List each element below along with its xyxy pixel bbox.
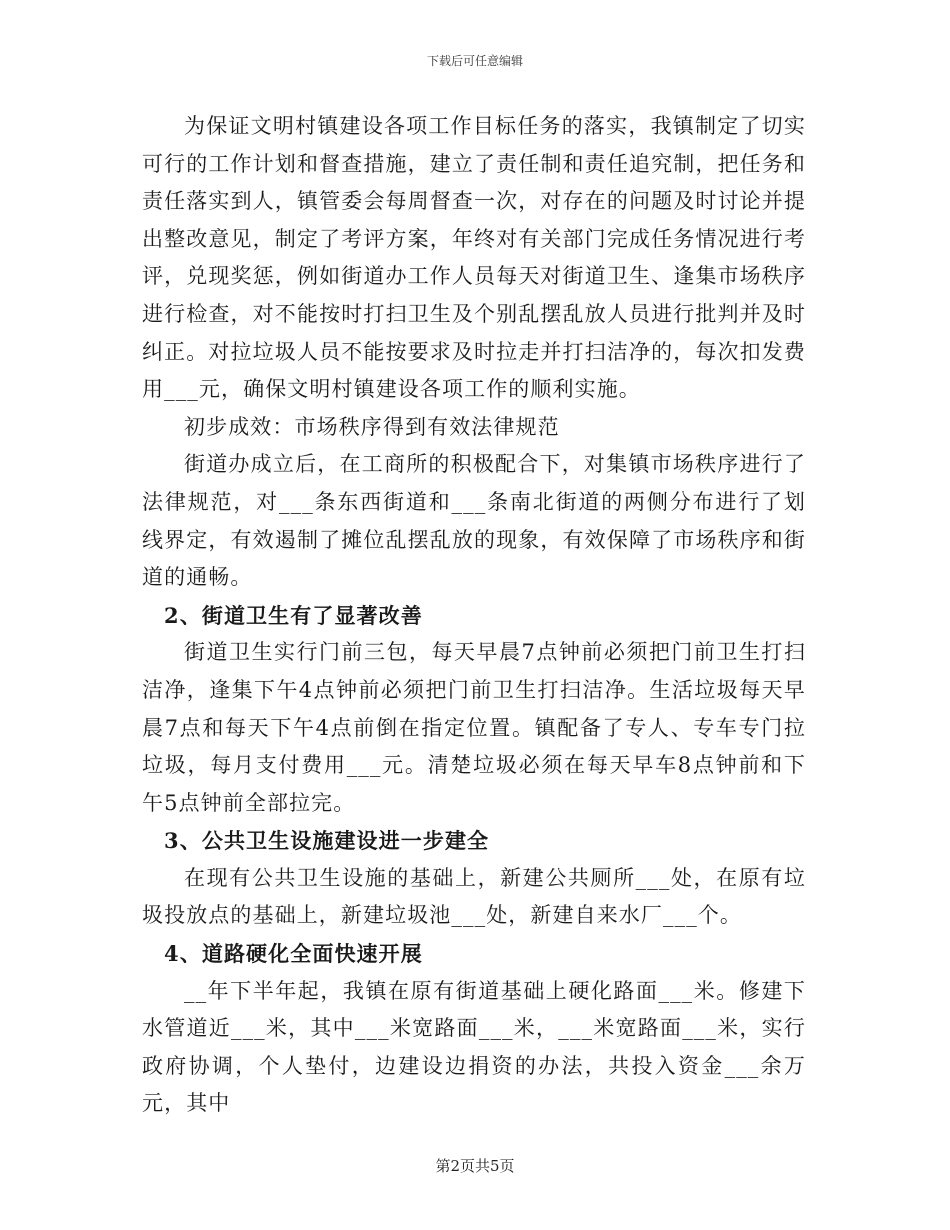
paragraph-supervision-measures: 为保证文明村镇建设各项工作目标任务的落实，我镇制定了切实可行的工作计划和督查措施，建立了责任制和责任追究制，把任务和责任落实到人，镇管委会每周督查一次，对存在的问题及时讨论并提出整改意见，制定了考评方案，年终对有关部门完成任务情况进行考评，兑现奖惩，例如街道办工作人员每天对街道卫生、逢集市场秩序进行检查，对不能按时打扫卫生及个别乱摆乱放人员进行批判并及时纠正。对拉垃圾人员不能按要求及时拉走并打扫洁净的，每次扣发费用___元，确保文明村镇建设各项工作的顺利实施。 [142,114,806,402]
paragraph-public-facilities: 在现有公共卫生设施的基础上，新建公共厕所___处，在原有垃圾投放点的基础上，新建垃圾池___处，新建自来水厂___个。 [142,865,806,928]
section-heading-public-facilities: 3、公共卫生设施建设进一步建全 [164,828,490,854]
paragraph-street-sanitation: 街道卫生实行门前三包，每天早晨7点钟前必须把门前卫生打扫洁净，逢集下午4点钟前必须把门前卫生打扫洁净。生活垃圾每天早晨7点和每天下午4点前倒在指定位置。镇配备了专人、专车专门拉垃圾，每月支付费用___元。清楚垃圾必须在每天早车8点钟前和下午5点钟前全部拉完。 [142,640,806,815]
page-header: 下载后可任意编辑 [426,54,523,68]
paragraph-market-regulation: 街道办成立后，在工商所的积极配合下，对集镇市场秩序进行了法律规范，对___条东西街道和___条南北街道的两侧分布进行了划线界定，有效遏制了摊位乱摆乱放的现象，有效保障了市场秩序和街道的通畅。 [142,452,806,590]
section-heading-road-hardening: 4、道路硬化全面快速开展 [164,941,423,967]
document-body [142,108,806,1123]
paragraph-road-hardening: __年下半年起，我镇在原有街道基础上硬化路面___米。修建下水管道近___米，其中___米宽路面___米，___米宽路面___米，实行政府协调，个人垫付，边建设边捐资的办法，共投入资金___余万元，其中 [142,978,806,1116]
section-heading-street-sanitation: 2、街道卫生有了显著改善 [164,602,423,628]
paragraph-initial-results: 初步成效：市场秩序得到有效法律规范 [184,414,560,439]
page-number: 第2页共5页 [435,1157,515,1175]
